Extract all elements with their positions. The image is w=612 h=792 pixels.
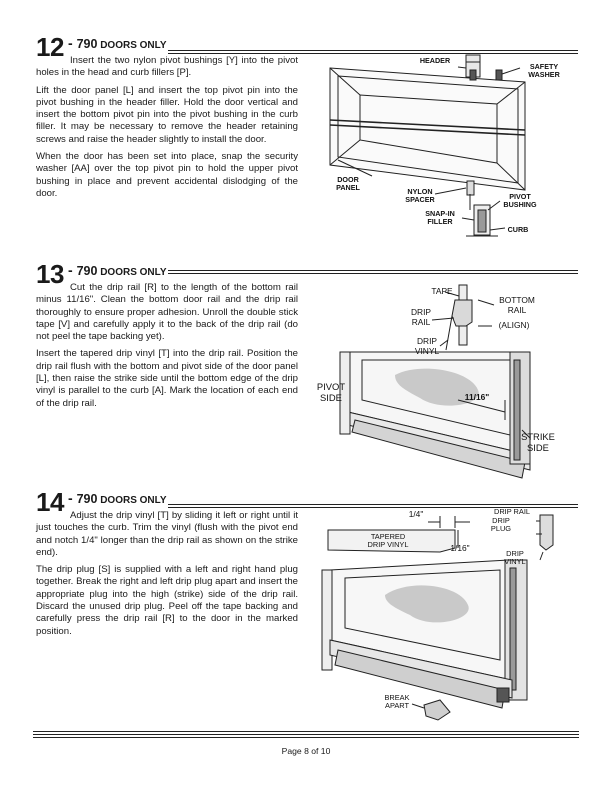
label-door-panel: DOOR PANEL [336, 175, 360, 193]
step-12-para-1: Insert the two nylon pivot bushings [Y] into the pivot holes in the head and curb fillers [P]. [36, 55, 298, 79]
step-14-para-1: Adjust the drip vinyl [T] by sliding it left or right until it just touches the curb. Trim the vinyl (flush with the pivot end and notch 1/4" longer than the drip rail as shown on the strike end). [36, 510, 298, 558]
label-break-apart: BREAK APART [384, 693, 410, 711]
label-bottom-rail: BOTTOM RAIL [499, 295, 535, 315]
step-12-para-3: When the door has been set into place, snap the security washer [AA] over the top pivot pin to hold the upper pivot bushing in place and prevent accidental dislodging of the door. [36, 151, 298, 199]
step-12-number: 12 [36, 32, 64, 62]
label-curb: CURB [507, 225, 529, 234]
step-14-number: 14 [36, 487, 64, 517]
label-sixteenth-inch: 1/16" [450, 543, 470, 553]
footer-rule-3 [33, 737, 579, 738]
page-number: Page 8 of 10 [281, 746, 331, 756]
label-quarter-inch: 1/4" [408, 509, 424, 519]
label-align: (ALIGN) [498, 320, 530, 330]
label-tape: TAPE [431, 286, 453, 296]
label-strike-side: STRIKE SIDE [521, 431, 555, 453]
label-snap-in-filler: SNAP-IN FILLER [425, 209, 455, 227]
label-drip-vinyl-13: DRIP VINYL [414, 336, 440, 356]
label-tapered-drip-vinyl: TAPERED DRIP VINYL [367, 532, 409, 550]
label-header: HEADER [419, 56, 451, 65]
footer-rule-1 [33, 731, 579, 732]
step-13-para-1: Cut the drip rail [R] to the length of the bottom rail minus 11/16". Clean the bottom door rail and the drip rail thoroughly to ensure proper adhesion. Unroll the double stick tape [V] and carefully apply it to the back of the drip rail (do not peel the tape backing yet). [36, 282, 298, 343]
label-drip-rail-14: DRIP RAIL [493, 507, 530, 516]
step-14-para-2: The drip plug [S] is supplied with a left and right hand plug together. Break the right and left drip plug apart and insert the appropriate plug into the high (strike) side of the drip rail. Discard the unused drip plug. Peel off the tape backing and carefully press the drip rail [R] to the door in the marked position. [36, 564, 298, 637]
step-13-para-2: Insert the tapered drip vinyl [T] into the drip rail. Position the drip rail flush with the bottom and pivot side of the door panel [L], then raise the strike side until the bottom edge of the drip vinyl is parallel to the curb [A]. Mark the location of each end of the drip rail. [36, 348, 298, 409]
label-pivot-side: PIVOT SIDE [316, 381, 346, 403]
label-drip-plug: DRIP PLUG [490, 516, 512, 534]
label-safety-washer: SAFETY WASHER [528, 62, 560, 80]
label-nylon-spacer: NYLON SPACER [405, 187, 435, 205]
label-dimension-11-16: 11/16" [464, 392, 490, 402]
label-drip-rail-13: DRIP RAIL [410, 307, 431, 327]
step-13-number: 13 [36, 259, 64, 289]
label-pivot-bushing: PIVOT BUSHING [503, 192, 537, 210]
step-12-para-2: Lift the door panel [L] and insert the top pivot pin into the pivot bushing in the header filler. Hold the door vertical and insert the bottom pivot pin into the pivot bushing in the curb filler. It may be necessary to remove the header retaining screws and raise the header slightly to install the door. [36, 84, 298, 145]
step-14-subtitle: - 790 DOORS ONLY [68, 490, 167, 506]
step-13-subtitle: - 790 DOORS ONLY [68, 262, 167, 278]
footer-rule-2 [33, 734, 579, 735]
label-drip-vinyl-14: DRIP VINYL [504, 549, 526, 567]
step-12-subtitle: - 790 DOORS ONLY [68, 35, 167, 51]
